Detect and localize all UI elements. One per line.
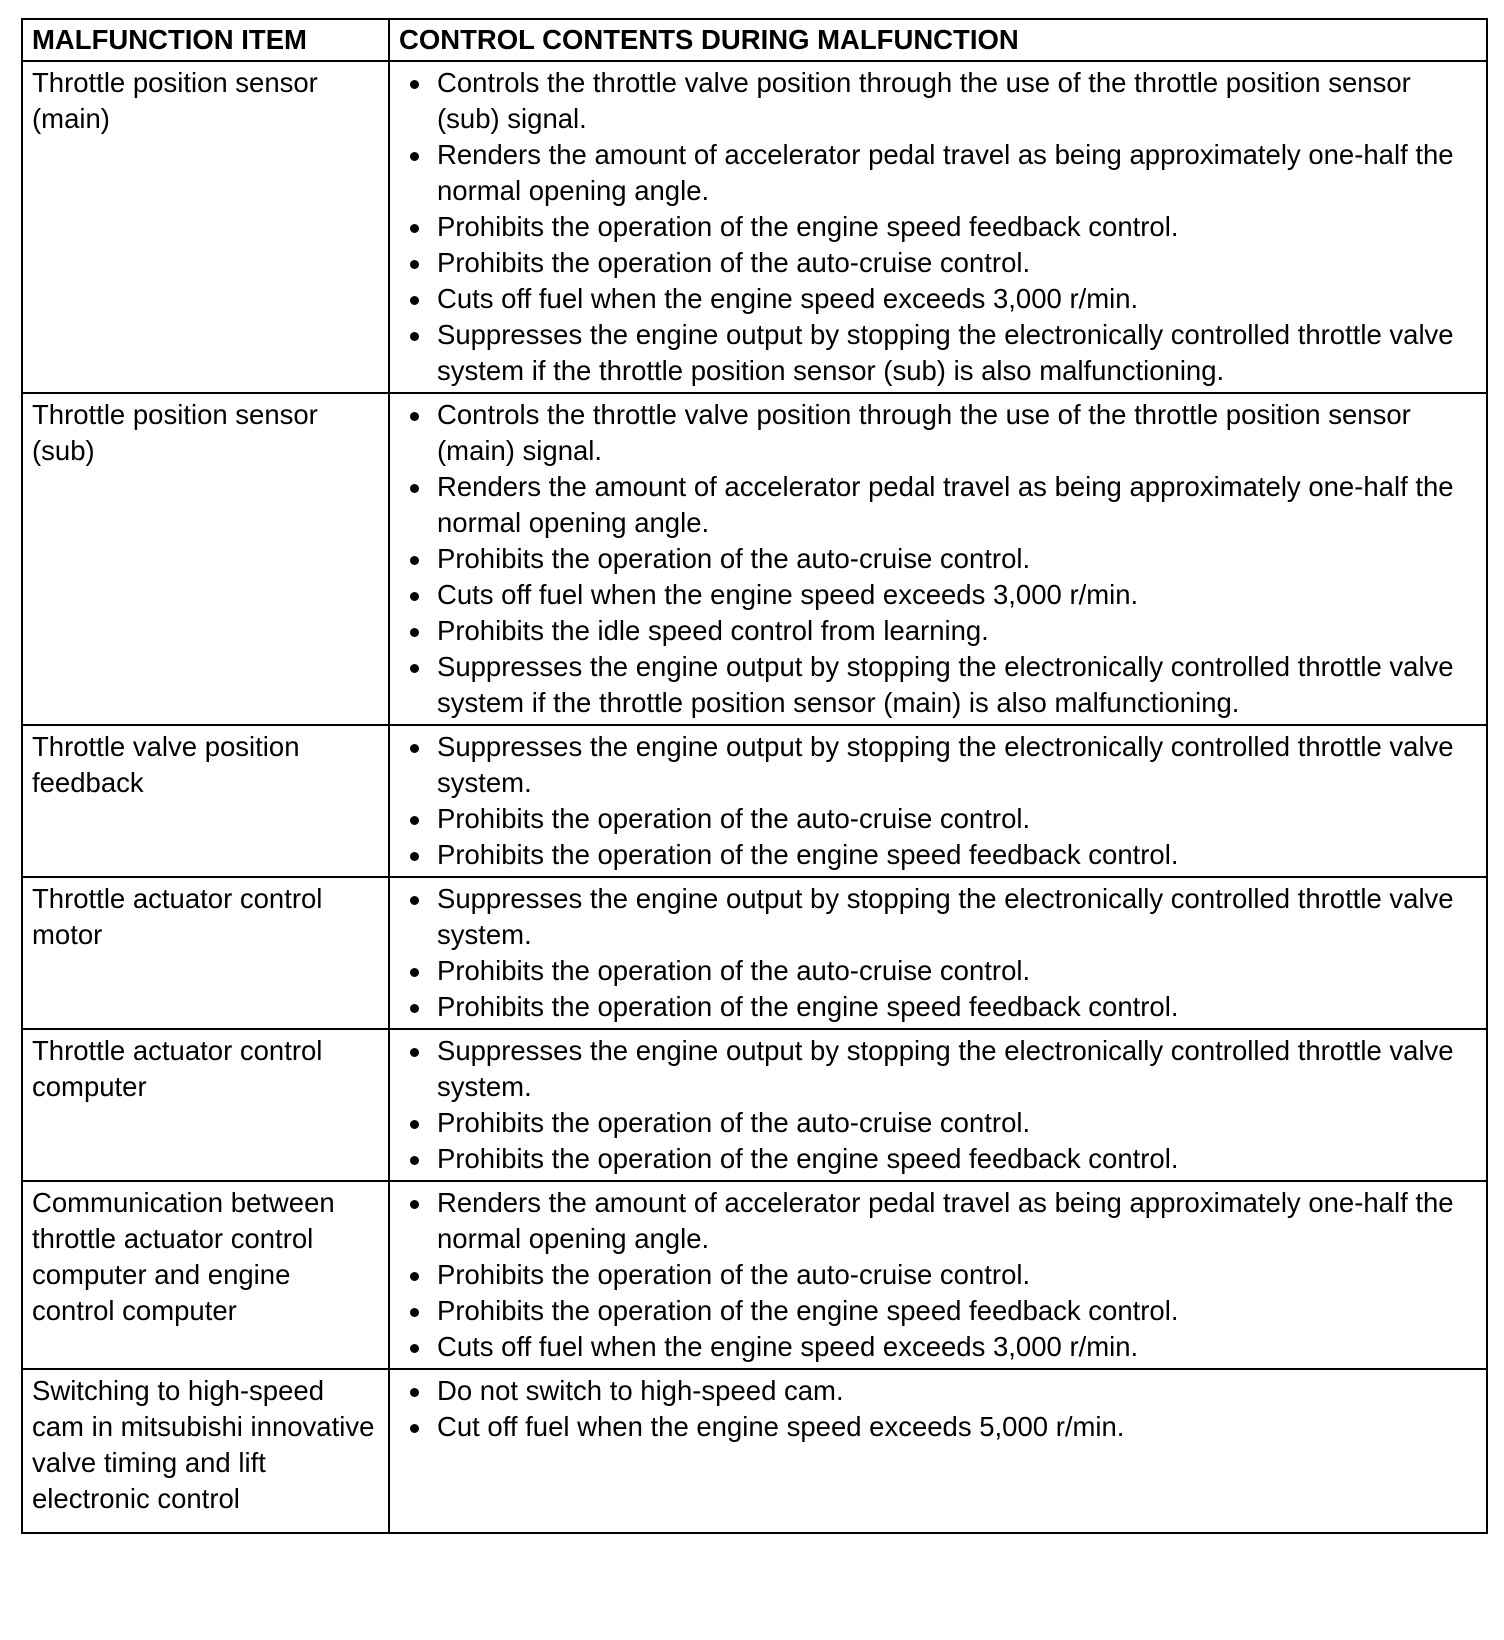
table-row <box>22 393 1487 725</box>
list-item: Cut off fuel when the engine speed exceeds 5,000 r/min. <box>399 1409 1478 1445</box>
bullet-list <box>399 65 1478 389</box>
header-row <box>22 19 1487 61</box>
list-item: Prohibits the operation of the engine speed feedback control. <box>399 989 1478 1025</box>
list-item: Prohibits the idle speed control from learning. <box>399 613 1478 649</box>
table-row <box>22 725 1487 877</box>
table-row <box>22 1181 1487 1369</box>
list-item: Prohibits the operation of the auto-cruise control. <box>399 1105 1478 1141</box>
list-item: Suppresses the engine output by stopping the electronically controlled throttle valve system. <box>399 881 1478 953</box>
malfunction-item-cell: Throttle actuator control computer <box>22 1029 389 1181</box>
malfunction-item-cell: Communication between throttle actuator control computer and engine control computer <box>22 1181 389 1369</box>
list-item: Prohibits the operation of the auto-cruise control. <box>399 245 1478 281</box>
list-item: Cuts off fuel when the engine speed exceeds 3,000 r/min. <box>399 281 1478 317</box>
list-item: Prohibits the operation of the engine speed feedback control. <box>399 209 1478 245</box>
table-row <box>22 61 1487 393</box>
bullet-list <box>399 1185 1478 1365</box>
list-item: Prohibits the operation of the engine speed feedback control. <box>399 1141 1478 1177</box>
header-malfunction-item: MALFUNCTION ITEM <box>22 19 389 61</box>
list-item: Renders the amount of accelerator pedal travel as being approximately one-half the normal opening angle. <box>399 1185 1478 1257</box>
list-item: Cuts off fuel when the engine speed exceeds 3,000 r/min. <box>399 577 1478 613</box>
bullet-list <box>399 1373 1478 1445</box>
malfunction-item-cell: Throttle position sensor (sub) <box>22 393 389 725</box>
malfunction-table <box>21 18 1488 1534</box>
list-item: Prohibits the operation of the engine speed feedback control. <box>399 837 1478 873</box>
list-item: Suppresses the engine output by stopping the electronically controlled throttle valve system. <box>399 1033 1478 1105</box>
list-item: Renders the amount of accelerator pedal travel as being approximately one-half the normal opening angle. <box>399 137 1478 209</box>
bullet-list <box>399 397 1478 721</box>
header-control-contents: CONTROL CONTENTS DURING MALFUNCTION <box>389 19 1487 61</box>
bullet-list <box>399 729 1478 873</box>
list-item: Cuts off fuel when the engine speed exceeds 3,000 r/min. <box>399 1329 1478 1365</box>
control-contents-cell <box>389 393 1487 725</box>
bullet-list <box>399 1033 1478 1177</box>
list-item: Suppresses the engine output by stopping the electronically controlled throttle valve system. <box>399 729 1478 801</box>
list-item: Prohibits the operation of the auto-cruise control. <box>399 953 1478 989</box>
list-item: Prohibits the operation of the engine speed feedback control. <box>399 1293 1478 1329</box>
list-item: Prohibits the operation of the auto-cruise control. <box>399 801 1478 837</box>
list-item: Suppresses the engine output by stopping the electronically controlled throttle valve system if the throttle position sensor (main) is also malfunctioning. <box>399 649 1478 721</box>
control-contents-cell <box>389 61 1487 393</box>
control-contents-cell <box>389 725 1487 877</box>
malfunction-item-cell: Throttle actuator control motor <box>22 877 389 1029</box>
control-contents-cell <box>389 1181 1487 1369</box>
list-item: Prohibits the operation of the auto-cruise control. <box>399 1257 1478 1293</box>
control-contents-cell <box>389 1029 1487 1181</box>
malfunction-item-cell: Throttle valve position feedback <box>22 725 389 877</box>
malfunction-item-cell: Switching to high-speed cam in mitsubishi innovative valve timing and lift electronic control <box>22 1369 389 1533</box>
table-row <box>22 1029 1487 1181</box>
list-item: Controls the throttle valve position through the use of the throttle position sensor (sub) signal. <box>399 65 1478 137</box>
list-item: Prohibits the operation of the auto-cruise control. <box>399 541 1478 577</box>
table-row <box>22 877 1487 1029</box>
list-item: Controls the throttle valve position through the use of the throttle position sensor (main) signal. <box>399 397 1478 469</box>
bullet-list <box>399 881 1478 1025</box>
list-item: Do not switch to high-speed cam. <box>399 1373 1478 1409</box>
control-contents-cell <box>389 877 1487 1029</box>
control-contents-cell <box>389 1369 1487 1533</box>
list-item: Renders the amount of accelerator pedal travel as being approximately one-half the normal opening angle. <box>399 469 1478 541</box>
list-item: Suppresses the engine output by stopping the electronically controlled throttle valve system if the throttle position sensor (sub) is also malfunctioning. <box>399 317 1478 389</box>
table-row <box>22 1369 1487 1533</box>
malfunction-item-cell: Throttle position sensor (main) <box>22 61 389 393</box>
